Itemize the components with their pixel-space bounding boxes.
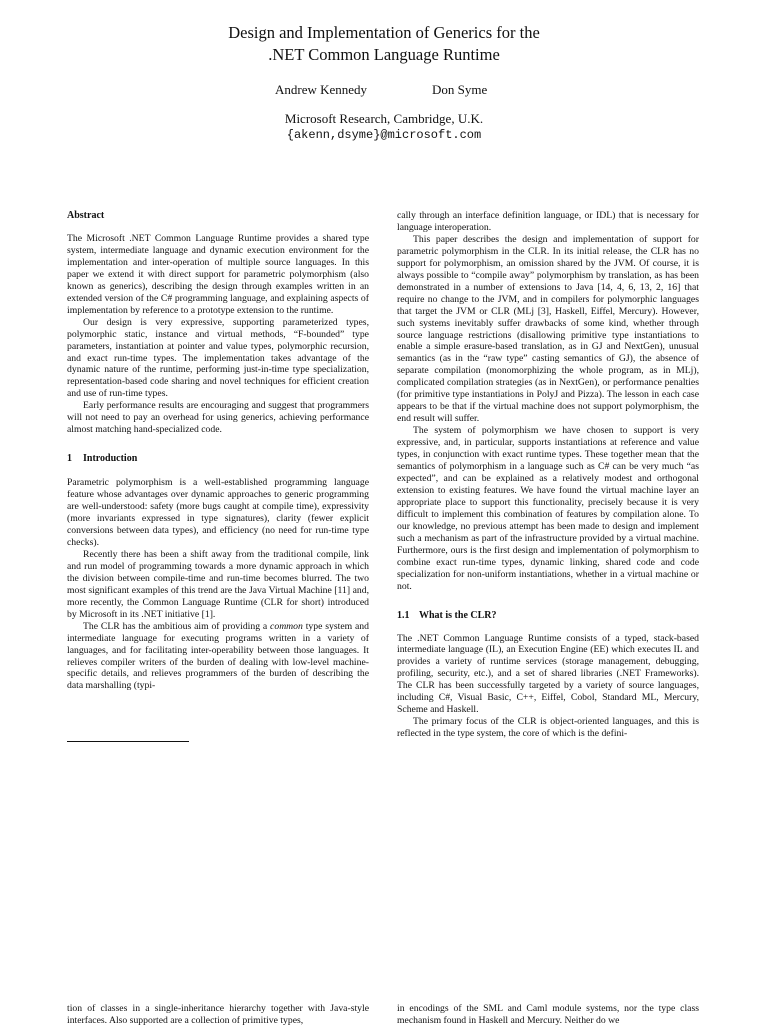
affiliation-block [0,111,768,143]
author-email: {akenn,dsyme}@microsoft.com [286,128,482,142]
abstract-paragraph-1: The Microsoft .NET Common Language Runtime provides a shared type system, intermediate language and dynamic execution environment for the implementation and inter-operation of multiple source languages. In this paper we extend it with direct support for parametric polymorphism (also known as generics), describing the design through examples written in an extended version of the C# programming language, and explaining aspects of implementation by reference to a prototype extension to the runtime. [67,233,369,316]
next-page-left-text: tion of classes in a single-inheritance hierarchy together with Java-style interfaces. Also supported are a collection of primitive types, [67,1003,369,1026]
right-paragraph-3: The system of polymorphism we have chosen to support is very expressive, and, in particular, supports instantiations at reference and value types, in conjunction with exact runtime types. These together mean that the semantics of polymorphism in a language such as C# can be very much “as expected”, and can be explained as a relatively modest and orthogonal extension to existing features. We have found the virtual machine layer an appropriate place to support this functionality, precisely because it is very difficult to implement this combination of features by compilation alone. To our knowledge, no previous attempt has been made to design and implement such a mechanism as part of the infrastructure provided by a virtual machine. Furthermore, ours is the first design and implementation of polymorphism to combine exact run-time types, dynamic linking, shared code and code specialization for non-uniform instantiations, whether in a virtual machine or not. [397,425,699,592]
paper-title [0,22,768,66]
intro-paragraph-2: Recently there has been a shift away from the traditional compile, link and run model of programming towards a more dynamic approach in which the division between compile-time and run-time becomes blurred. The two most significant examples of this trend are the Java Virtual Machine [11] and, more recently, the Common Language Runtime (CLR for short) introduced by Microsoft in its .NET initiative [1]. [67,548,369,620]
title-line-2: .NET Common Language Runtime [268,45,500,64]
abstract-heading: Abstract [67,210,105,221]
subsection-number: 1.1 [397,609,410,621]
right-paragraph-2: This paper describes the design and implementation of support for parametric polymorphism in the CLR. In its initial release, the CLR has no support for polymorphism, an omission shared by the JVM. Of course, it is always possible to “compile away” polymorphism by translation, as has been demonstrated in a number of extensions to Java [14, 4, 6, 13, 2, 16] that require no change to the JVM, and in compilers for polymorphic languages that target the JVM or CLR (MLj [3], Haskell, Eiffel, Mercury). However, such systems inevitably suffer drawbacks of some kind, whether through source language restrictions (disallowing primitive type instantiations to enable a simple erasure-based translation, as in GJ and NextGen), unusual semantics (as in the “raw type” casting semantics of GJ), the absence of separate compilation (monomorphizing the whole program, as in MLj), complicated compilation strategies (as in NextGen), or performance penalties (for primitive type instantiations in PolyJ and Pizza). The lesson in each case appears to be that if the virtual machine does not support polymorphism, the end result will suffer. [397,233,699,425]
left-column [67,210,369,692]
right-column [397,210,699,740]
next-page-right-text: in encodings of the SML and Caml module systems, nor the type class mechanism found in Haskell and Mercury. Neither do we [397,1003,699,1026]
subsection-title: What is the CLR? [419,609,497,621]
intro-p3-end: type system and intermediate language for executing programs written in a variety of languages, and for facilitating inter-operability between those languages. It relieves compiler writers of the burden of dealing with low-level machine-specific details, and relieves programmers of the burden of describing the data marshalling (typi- [67,620,369,692]
title-line-1: Design and Implementation of Generics for the [228,23,540,42]
section-heading-introduction [67,453,369,465]
section-number: 1 [67,453,72,465]
abstract-paragraph-3: Early performance results are encouraging and suggest that programmers will not need to pay an overhead for using generics, achieving performance almost matching hand-specialized code. [67,400,369,436]
right-paragraph-5: The primary focus of the CLR is object-oriented languages, and this is reflected in the type system, the core of which is the defini- [397,716,699,740]
abstract-paragraph-2: Our design is very expressive, supporting parameterized types, polymorphic static, instance and virtual methods, “F-bounded” type parameters, instantiation at pointer and value types, polymorphic recursion, and exact run-time types. The implementation takes advantage of the dynamic nature of the runtime, performing just-in-time type specialization, representation-based code sharing and novel techniques for efficient creation and use of run-time types. [67,316,369,400]
intro-p3-start: The CLR has the ambitious aim of providing a [83,620,271,632]
intro-paragraph-1: Parametric polymorphism is a well-established programming language feature whose advantages over dynamic approaches to generic programming are well-understood: safety (more bugs caught at compile time), expressivity (more invariants expressed in type signatures), clarity (fewer explicit conversions between data types), and efficiency (no need for run-time type checks). [67,477,369,548]
intro-p3-emphasis: common [270,620,303,632]
author-list [0,82,768,100]
section-title: Introduction [83,453,138,465]
right-paragraph-4: The .NET Common Language Runtime consists of a typed, stack-based intermediate language (IL), an Execution Engine (EE) which executes IL and provides a variety of runtime services (storage management, debugging, profiling, security, etc.), and a set of shared libraries (.NET Frameworks). The CLR has been successfully targeted by a variety of source languages, including C#, Visual Basic, C++, Eiffel, Cobol, Standard ML, Mercury, Scheme and Haskell. [397,632,699,716]
author-syme: Don Syme [432,82,488,97]
right-paragraph-1: cally through an interface definition language, or IDL) that is necessary for language interoperation. [397,210,699,233]
intro-paragraph-3 [67,621,369,693]
footnote-rule [67,741,189,742]
affiliation: Microsoft Research, Cambridge, U.K. [284,111,484,126]
author-kennedy: Andrew Kennedy [275,82,368,97]
subsection-heading-clr [397,610,699,622]
